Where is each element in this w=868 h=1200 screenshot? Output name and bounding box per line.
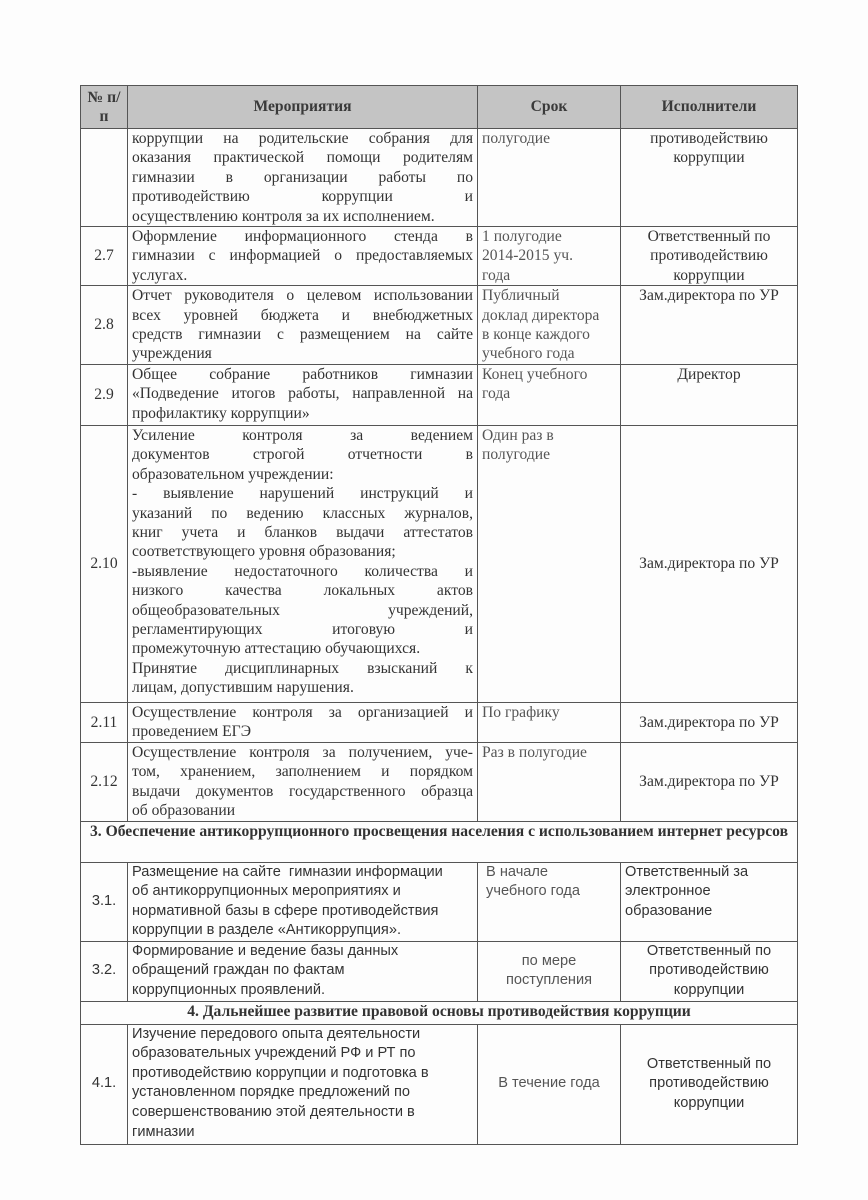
event-cell <box>128 425 478 702</box>
responsible-cell <box>621 1024 798 1144</box>
term-cell <box>478 941 621 1001</box>
responsible-line: Зам.директора по УР <box>639 713 779 731</box>
row-number: 4.1. <box>81 1024 128 1144</box>
responsible-cell <box>621 364 798 425</box>
event-line: низкого качества локальных актов <box>132 582 473 600</box>
event-line: осуществлению контроля за их исполнением. <box>132 207 435 225</box>
event-line: «Подведение итогов работы, направленной на <box>132 385 473 403</box>
event-line: средств гимназии с размещением на сайте <box>132 326 473 344</box>
term-cell <box>478 286 621 365</box>
table-row <box>81 286 798 365</box>
term-line: В начале <box>482 863 549 880</box>
term-line: Публичный <box>482 287 560 305</box>
responsible-cell <box>621 941 798 1001</box>
event-line: противодействию коррупции и подготовка в <box>132 1064 429 1081</box>
term-cell <box>478 862 621 941</box>
responsible-line: противодействию <box>650 130 768 147</box>
event-line: выдачи документов государственного образца <box>132 782 473 800</box>
responsible-cell <box>621 742 798 821</box>
responsible-line: коррупции <box>673 982 745 999</box>
event-line: Отчет руководителя о целевом использовании <box>132 287 473 305</box>
section-row <box>81 1001 798 1024</box>
event-line: установленном порядке предложений по <box>132 1084 411 1101</box>
term-cell <box>478 742 621 821</box>
term-cell <box>478 1024 621 1144</box>
anticorruption-plan-table <box>80 85 798 1145</box>
responsible-line: Ответственный за <box>625 863 749 880</box>
row-number: 2.11 <box>81 702 128 742</box>
event-line: учреждения <box>132 345 212 363</box>
event-cell <box>128 862 478 941</box>
row-number: 2.10 <box>81 425 128 702</box>
event-line: проведением ЕГЭ <box>132 723 251 741</box>
term-line: Раз в полугодие <box>482 743 587 761</box>
event-line: обращений граждан по фактам <box>132 962 345 979</box>
header-event: Мероприятия <box>128 86 478 129</box>
table-row <box>81 1024 798 1144</box>
table-row <box>81 129 798 227</box>
row-number: 2.9 <box>81 364 128 425</box>
event-line: -выявление недостаточного количества и <box>132 562 473 580</box>
responsible-line: Зам.директора по УР <box>639 555 779 573</box>
responsible-line: коррупции <box>673 266 745 284</box>
responsible-line: противодействию <box>650 247 768 265</box>
event-line: Формирование и ведение базы данных <box>132 942 399 959</box>
event-cell <box>128 941 478 1001</box>
event-cell <box>128 129 478 227</box>
term-line: года <box>482 266 511 284</box>
responsible-line: Зам.директора по УР <box>639 772 779 790</box>
header-resp: Исполнители <box>621 86 798 129</box>
responsible-cell <box>621 862 798 941</box>
table-row <box>81 941 798 1001</box>
table-row <box>81 227 798 286</box>
event-cell <box>128 1024 478 1144</box>
term-line: года <box>482 385 511 403</box>
term-line: полугодие <box>482 446 551 464</box>
event-line: гимназии <box>132 1123 195 1140</box>
row-number: 2.12 <box>81 742 128 821</box>
event-line: Общее собрание работников гимназии <box>132 365 473 383</box>
event-line: регламентирующих итоговую и <box>132 620 473 638</box>
event-line: коррупционных проявлений. <box>132 982 326 999</box>
term-cell <box>478 227 621 286</box>
event-line: профилактику коррупции» <box>132 404 310 422</box>
event-line: об антикоррупционных мероприятиях и <box>132 883 401 900</box>
term-line: в конце каждого <box>482 326 590 344</box>
event-line: документов строгой отчетности в <box>132 446 473 464</box>
event-line: гимназии с информацией о предоставляемых <box>132 247 473 265</box>
event-line: об образовании <box>132 802 236 820</box>
table-header <box>81 86 798 129</box>
term-line: учебного года <box>482 883 581 900</box>
table-row <box>81 742 798 821</box>
row-number <box>81 129 128 227</box>
event-line: Усиление контроля за ведением <box>132 426 473 444</box>
event-cell <box>128 364 478 425</box>
section-heading: 3. Обеспечение антикоррупционного просвещения населения с использованием интернет ресурсов <box>81 821 798 862</box>
responsible-line: Зам.директора по УР <box>639 287 779 305</box>
event-line: общеобразовательных учреждений, <box>132 601 473 619</box>
table-row <box>81 862 798 941</box>
header-term: Срок <box>478 86 621 129</box>
responsible-line: коррупции <box>673 1094 745 1111</box>
event-line: Осуществление контроля за организацией и <box>132 703 473 721</box>
event-line: противодействию коррупции и <box>132 188 473 206</box>
event-line: совершенствованию этой деятельности в <box>132 1104 415 1121</box>
section-row <box>81 821 798 862</box>
responsible-line: противодействию <box>649 1075 769 1092</box>
term-line: по мере <box>521 952 577 969</box>
section-heading: 4. Дальнейшее развитие правовой основы противодействия коррупции <box>81 1001 798 1024</box>
event-line: образовательных учреждений РФ и РТ по <box>132 1045 416 1062</box>
event-cell <box>128 227 478 286</box>
event-line: оказания практической помощи родителям <box>132 149 473 167</box>
responsible-cell <box>621 129 798 227</box>
responsible-line: Ответственный по <box>646 1055 772 1072</box>
event-line: соответствующего уровня образования; <box>132 543 396 561</box>
responsible-cell <box>621 286 798 365</box>
term-line: В течение года <box>498 1075 600 1092</box>
term-line: учебного года <box>482 345 575 363</box>
event-line: Изучение передового опыта деятельности <box>132 1025 421 1042</box>
event-line: Осуществление контроля за получением, уче- <box>132 743 473 761</box>
event-line: нормативной базы в сфере противодействия <box>132 902 439 919</box>
row-number: 3.1. <box>81 862 128 941</box>
term-line: 2014-2015 уч. <box>482 247 574 265</box>
header-num: № п/п <box>81 86 128 129</box>
event-line: услугах. <box>132 266 188 284</box>
event-line: Принятие дисциплинарных взысканий к <box>132 659 473 677</box>
event-line: лицам, допустившим нарушения. <box>132 679 354 697</box>
responsible-line: противодействию <box>649 962 769 979</box>
term-line: По графику <box>482 703 560 721</box>
responsible-line: Ответственный по <box>646 942 772 959</box>
event-line: промежуточную аттестацию обучающихся. <box>132 640 421 658</box>
term-cell <box>478 702 621 742</box>
responsible-line: Директор <box>677 365 741 383</box>
event-line: Размещение на сайте гимназии информации <box>132 863 443 880</box>
event-cell <box>128 286 478 365</box>
event-line: гимназии в организации работы по <box>132 168 473 186</box>
term-cell <box>478 425 621 702</box>
event-line: коррупции на родительские собрания для <box>132 130 473 147</box>
term-line: доклад директора <box>482 306 600 324</box>
term-line: Конец учебного <box>482 365 588 383</box>
event-line: книг учета и бланков выдачи аттестатов <box>132 523 473 541</box>
event-cell <box>128 742 478 821</box>
term-line: поступления <box>505 972 593 989</box>
row-number: 2.7 <box>81 227 128 286</box>
event-line: указаний по ведению классных журналов, <box>132 504 473 522</box>
responsible-line: образование <box>625 902 713 919</box>
row-number: 2.8 <box>81 286 128 365</box>
event-line: Оформление информационного стенда в <box>132 228 473 246</box>
responsible-line: коррупции <box>673 149 745 167</box>
term-line: 1 полугодие <box>482 228 562 246</box>
responsible-cell <box>621 227 798 286</box>
responsible-line: Ответственный по <box>647 228 771 246</box>
term-line: Один раз в <box>482 426 554 444</box>
table-row <box>81 702 798 742</box>
event-line: образовательном учреждении: <box>132 465 334 483</box>
term-cell <box>478 129 621 227</box>
term-line: полугодие <box>482 130 551 147</box>
event-line: - выявление нарушений инструкций и <box>132 485 473 503</box>
event-cell <box>128 702 478 742</box>
responsible-line: электронное <box>625 883 711 900</box>
event-line: том, хранением, заполнением и порядком <box>132 763 473 781</box>
term-cell <box>478 364 621 425</box>
table-row <box>81 425 798 702</box>
row-number: 3.2. <box>81 941 128 1001</box>
event-line: всех уровней бюджета и внебюджетных <box>132 306 473 324</box>
event-line: коррупции в разделе «Антикоррупция». <box>132 922 401 939</box>
table-row <box>81 364 798 425</box>
responsible-cell <box>621 702 798 742</box>
responsible-cell <box>621 425 798 702</box>
